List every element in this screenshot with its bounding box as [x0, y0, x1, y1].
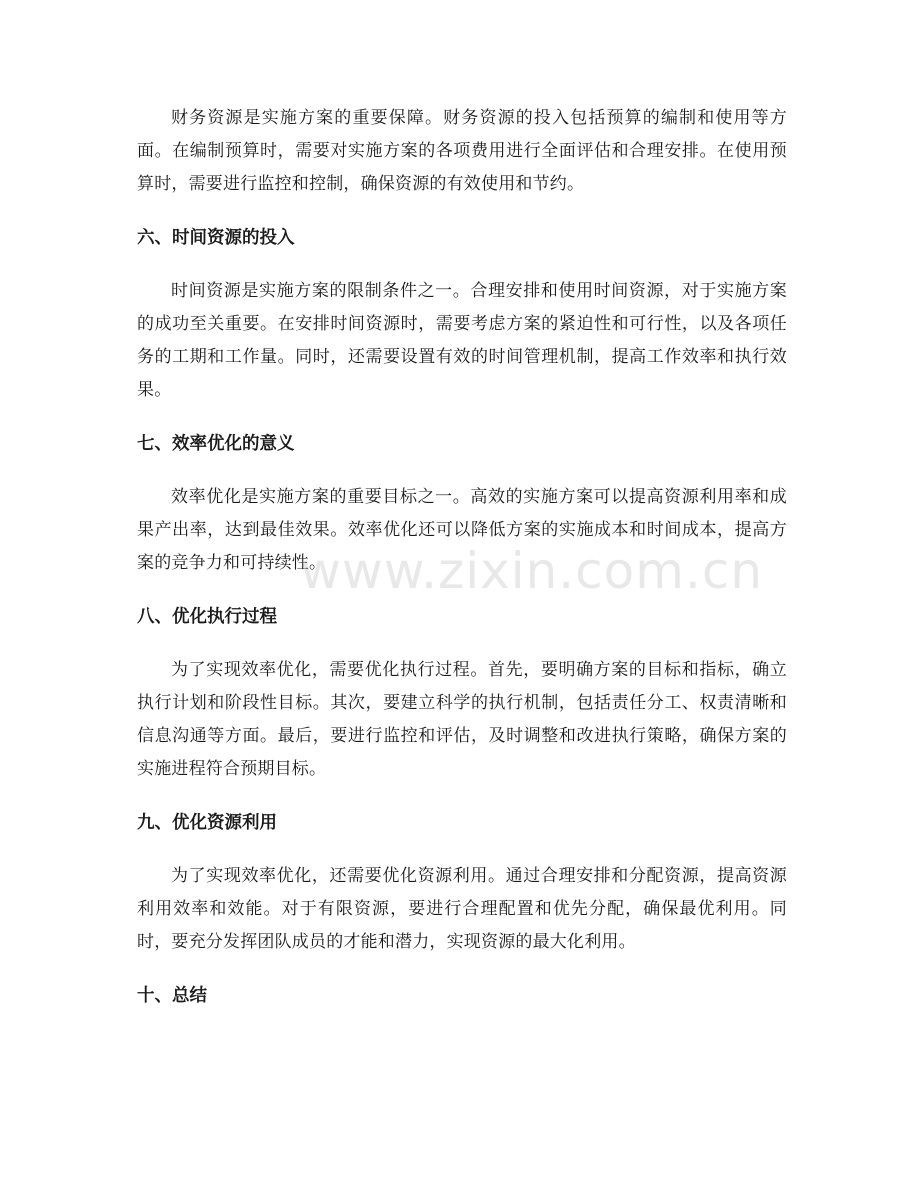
paragraph-optimize-resources: 为了实现效率优化，还需要优化资源利用。通过合理安排和分配资源，提高资源利用效率和效能。对于有限资源，要进行合理配置和优先分配，确保最优利用。同时，要充分发挥团队成员的才能和潜力，实现资源的最大化利用。 — [137, 866, 787, 952]
paragraph-time-resources: 时间资源是实施方案的限制条件之一。合理安排和使用时间资源，对于实施方案的成功至关重要。在安排时间资源时，需要考虑方案的紧迫性和可行性，以及各项任务的工期和工作量。同时，还需要设置有效的时间管理机制，提高工作效率和执行效果。 — [137, 281, 787, 400]
heading-section-9: 九、优化资源利用 — [137, 813, 277, 833]
heading-section-6: 六、时间资源的投入 — [137, 228, 295, 248]
heading-section-8: 八、优化执行过程 — [137, 607, 277, 627]
heading-section-10: 十、总结 — [137, 986, 207, 1006]
paragraph-optimize-execution: 为了实现效率优化，需要优化执行过程。首先，要明确方案的目标和指标，确立执行计划和阶段性目标。其次，要建立科学的执行机制，包括责任分工、权责清晰和信息沟通等方面。最后，要进行监控和评估，及时调整和改进执行策略，确保方案的实施进程符合预期目标。 — [137, 660, 787, 779]
heading-section-7: 七、效率优化的意义 — [137, 434, 295, 454]
document-body — [137, 102, 787, 1011]
paragraph-financial-resources: 财务资源是实施方案的重要保障。财务资源的投入包括预算的编制和使用等方面。在编制预算时，需要对实施方案的各项费用进行全面评估和合理安排。在使用预算时，需要进行监控和控制，确保资源的有效使用和节约。 — [137, 108, 787, 194]
paragraph-efficiency-meaning: 效率优化是实施方案的重要目标之一。高效的实施方案可以提高资源利用率和成果产出率，达到最佳效果。效率优化还可以降低方案的实施成本和时间成本，提高方案的竞争力和可持续性。 — [137, 487, 787, 573]
watermark-text: www.zixin.com.cn — [300, 542, 764, 600]
